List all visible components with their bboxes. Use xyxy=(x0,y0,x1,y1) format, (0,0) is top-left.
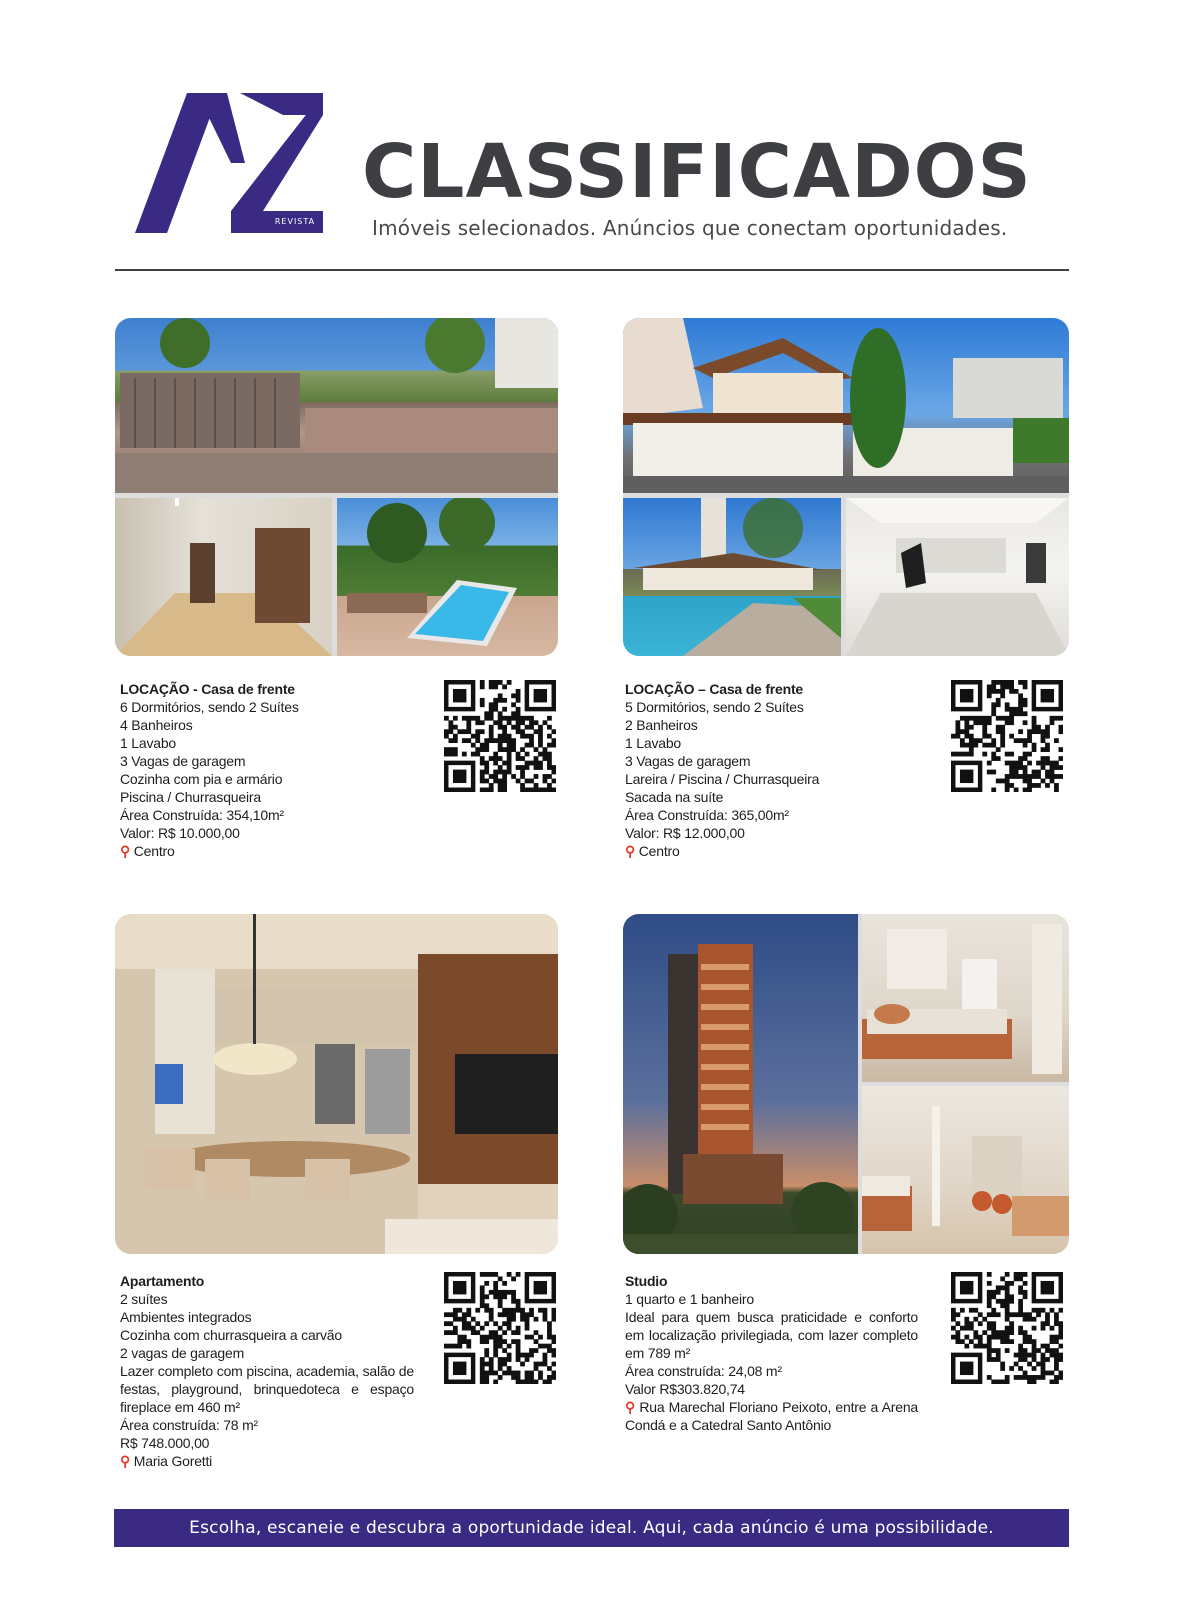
listing-1-line: Valor: R$ 10.000,00 xyxy=(120,825,240,841)
house-facade-garage-photo xyxy=(623,318,1069,493)
location-pin-icon: ⚲ xyxy=(120,843,131,859)
listing-2-line: Área Construída: 365,00m² xyxy=(625,807,789,823)
svg-text:REVISTA: REVISTA xyxy=(274,217,316,226)
listing-3-location: Maria Goretti xyxy=(133,1453,213,1469)
az-revista-logo xyxy=(135,93,335,239)
house-front-gate-photo xyxy=(115,318,558,493)
listing-1-line: Cozinha com pia e armário xyxy=(120,771,283,787)
studio-living-drawing xyxy=(862,1086,1069,1254)
pool-backyard-drawing xyxy=(623,498,841,656)
listing-1-line: 3 Vagas de garagem xyxy=(120,753,246,769)
listing-3-photo-panel xyxy=(115,914,558,1254)
listing-3-details xyxy=(120,1272,414,1470)
listing-3-line: Área construída: 78 m² xyxy=(120,1417,258,1433)
listing-4-title: Studio xyxy=(625,1273,668,1289)
listing-2-qr-code[interactable] xyxy=(951,680,1063,792)
house-front-gate-drawing xyxy=(115,318,558,493)
listing-2-line: 3 Vagas de garagem xyxy=(625,753,751,769)
listing-3-qr-code[interactable] xyxy=(444,1272,556,1384)
listing-1-line: Área Construída: 354,10m² xyxy=(120,807,284,823)
listing-1-line: 1 Lavabo xyxy=(120,735,177,751)
pool-backyard-photo xyxy=(623,498,841,656)
tower-drawing xyxy=(623,914,858,1254)
listing-1-title: LOCAÇÃO - Casa de frente xyxy=(120,681,295,697)
listing-3-line: Ambientes integrados xyxy=(120,1309,252,1325)
bedroom-drawing xyxy=(862,914,1069,1082)
listing-3-line: 2 vagas de garagem xyxy=(120,1345,245,1361)
hallway-drawing xyxy=(115,498,332,656)
listing-4-line: Ideal para quem busca praticidade e conforto em localização privilegiada, com lazer completo em 789 m² xyxy=(625,1309,918,1361)
listing-2-line: 1 Lavabo xyxy=(625,735,682,751)
tower-building-photo xyxy=(623,914,858,1254)
listing-2-title: LOCAÇÃO – Casa de frente xyxy=(625,681,804,697)
footer-banner: Escolha, escaneie e descubra a oportunidade ideal. Aqui, cada anúncio é uma possibilidade. xyxy=(114,1509,1069,1547)
listing-2-line: Lareira / Piscina / Churrasqueira xyxy=(625,771,820,787)
listing-1-qr-code[interactable] xyxy=(444,680,556,792)
living-room-fireplace-photo xyxy=(846,498,1069,656)
kitchen-dining-render xyxy=(115,914,558,1254)
listing-2-line: 2 Banheiros xyxy=(625,717,698,733)
bedroom-render-photo xyxy=(862,914,1069,1082)
listing-3-line: 2 suítes xyxy=(120,1291,168,1307)
listing-1-line: 4 Banheiros xyxy=(120,717,193,733)
listing-2-location-row xyxy=(625,842,925,860)
listing-4-line: Valor R$303.820,74 xyxy=(625,1381,745,1397)
listing-1-photo-panel xyxy=(115,318,558,656)
hallway-interior-photo xyxy=(115,498,332,656)
listing-3-title: Apartamento xyxy=(120,1273,205,1289)
header-divider xyxy=(115,269,1069,271)
listing-4-location: Rua Marechal Floriano Peixoto, entre a Arena Condá e a Catedral Santo Antônio xyxy=(625,1399,918,1433)
listing-2-line: 5 Dormitórios, sendo 2 Suítes xyxy=(625,699,804,715)
listing-2-details xyxy=(625,680,925,860)
location-pin-icon: ⚲ xyxy=(625,1399,636,1415)
listing-1-location: Centro xyxy=(133,843,175,859)
listing-3-line: Cozinha com churrasqueira a carvão xyxy=(120,1327,342,1343)
listing-1-details xyxy=(120,680,420,860)
listing-3-location-row xyxy=(120,1452,414,1470)
listing-4-details xyxy=(625,1272,918,1434)
listing-4-location-row xyxy=(625,1398,918,1434)
page-title: CLASSIFICADOS xyxy=(362,129,1032,215)
studio-living-render-photo xyxy=(862,1086,1069,1254)
location-pin-icon: ⚲ xyxy=(120,1453,131,1469)
listing-2-location: Centro xyxy=(638,843,680,859)
listing-1-line: Piscina / Churrasqueira xyxy=(120,789,261,805)
listing-2-line: Sacada na suíte xyxy=(625,789,724,805)
pool-garden-photo xyxy=(337,498,558,656)
listing-3-line: R$ 748.000,00 xyxy=(120,1435,210,1451)
listing-2-photo-panel xyxy=(623,318,1069,656)
listing-4-qr-code[interactable] xyxy=(951,1272,1063,1384)
pool-drawing xyxy=(337,498,558,656)
listing-1-location-row xyxy=(120,842,420,860)
listing-2-line: Valor: R$ 12.000,00 xyxy=(625,825,745,841)
living-room-drawing xyxy=(846,498,1069,656)
listing-4-line: Área construída: 24,08 m² xyxy=(625,1363,782,1379)
house-facade-drawing xyxy=(623,318,1069,493)
listing-4-line: 1 quarto e 1 banheiro xyxy=(625,1291,754,1307)
location-pin-icon: ⚲ xyxy=(625,843,636,859)
page-tagline: Imóveis selecionados. Anúncios que conectam oportunidades. xyxy=(372,216,1008,240)
listing-4-photo-panel xyxy=(623,914,1069,1254)
listing-3-line: Lazer completo com piscina, academia, salão de festas, playground, brinquedoteca e espaço fireplace em 460 m² xyxy=(120,1363,414,1415)
listing-1-line: 6 Dormitórios, sendo 2 Suítes xyxy=(120,699,299,715)
